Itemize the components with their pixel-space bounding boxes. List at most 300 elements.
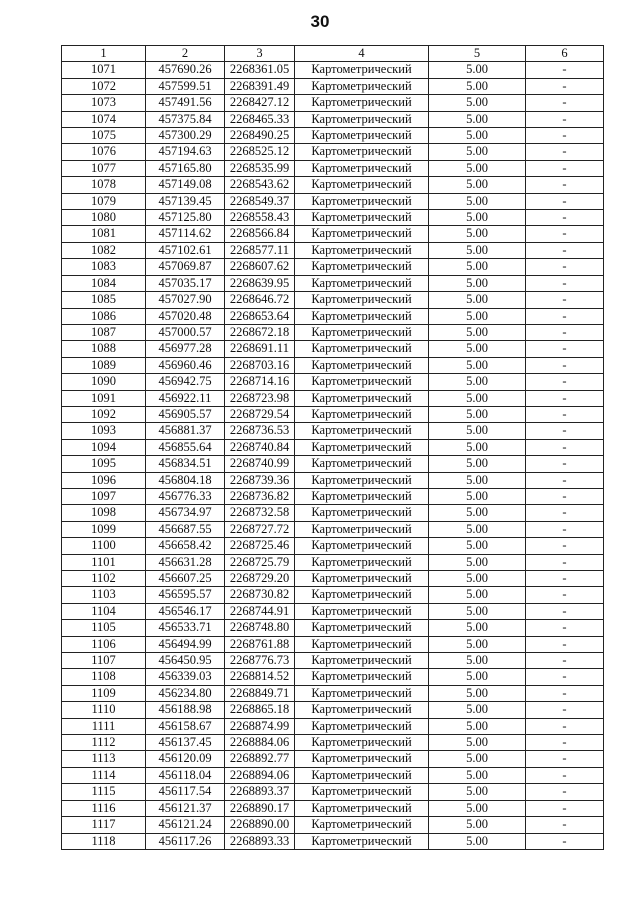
x-coordinate-cell: 456120.09 (146, 751, 225, 767)
point-number-cell: 1086 (62, 308, 146, 324)
y-coordinate-cell: 2268736.53 (225, 423, 295, 439)
y-coordinate-cell: 2268653.64 (225, 308, 295, 324)
accuracy-cell: 5.00 (429, 111, 526, 127)
method-cell: Картометрический (295, 472, 429, 488)
x-coordinate-cell: 456137.45 (146, 735, 225, 751)
method-cell: Картометрический (295, 833, 429, 849)
accuracy-cell: 5.00 (429, 308, 526, 324)
accuracy-cell: 5.00 (429, 62, 526, 78)
method-cell: Картометрический (295, 817, 429, 833)
x-coordinate-cell: 456687.55 (146, 521, 225, 537)
x-coordinate-cell: 456121.24 (146, 817, 225, 833)
method-cell: Картометрический (295, 488, 429, 504)
point-number-cell: 1099 (62, 521, 146, 537)
column-header-4: 4 (295, 46, 429, 62)
y-coordinate-cell: 2268725.79 (225, 554, 295, 570)
accuracy-cell: 5.00 (429, 144, 526, 160)
point-number-cell: 1085 (62, 292, 146, 308)
x-coordinate-cell: 457125.80 (146, 210, 225, 226)
x-coordinate-cell: 456776.33 (146, 488, 225, 504)
point-number-cell: 1112 (62, 735, 146, 751)
method-cell: Картометрический (295, 800, 429, 816)
table-row (62, 505, 604, 521)
point-number-cell: 1095 (62, 456, 146, 472)
accuracy-cell: 5.00 (429, 538, 526, 554)
point-number-cell: 1091 (62, 390, 146, 406)
description-cell: - (526, 653, 604, 669)
coordinates-table (61, 45, 604, 850)
table-row (62, 423, 604, 439)
y-coordinate-cell: 2268776.73 (225, 653, 295, 669)
description-cell: - (526, 571, 604, 587)
x-coordinate-cell: 457027.90 (146, 292, 225, 308)
y-coordinate-cell: 2268739.36 (225, 472, 295, 488)
x-coordinate-cell: 456960.46 (146, 357, 225, 373)
accuracy-cell: 5.00 (429, 95, 526, 111)
description-cell: - (526, 833, 604, 849)
description-cell: - (526, 767, 604, 783)
x-coordinate-cell: 457069.87 (146, 259, 225, 275)
accuracy-cell: 5.00 (429, 571, 526, 587)
y-coordinate-cell: 2268525.12 (225, 144, 295, 160)
accuracy-cell: 5.00 (429, 685, 526, 701)
point-number-cell: 1106 (62, 636, 146, 652)
x-coordinate-cell: 456121.37 (146, 800, 225, 816)
description-cell: - (526, 226, 604, 242)
x-coordinate-cell: 456942.75 (146, 374, 225, 390)
accuracy-cell: 5.00 (429, 259, 526, 275)
method-cell: Картометрический (295, 308, 429, 324)
point-number-cell: 1082 (62, 242, 146, 258)
description-cell: - (526, 554, 604, 570)
table-row (62, 735, 604, 751)
accuracy-cell: 5.00 (429, 505, 526, 521)
x-coordinate-cell: 456158.67 (146, 718, 225, 734)
accuracy-cell: 5.00 (429, 767, 526, 783)
table-row (62, 718, 604, 734)
accuracy-cell: 5.00 (429, 439, 526, 455)
table-row (62, 472, 604, 488)
description-cell: - (526, 718, 604, 734)
method-cell: Картометрический (295, 95, 429, 111)
accuracy-cell: 5.00 (429, 800, 526, 816)
table-row (62, 308, 604, 324)
method-cell: Картометрический (295, 751, 429, 767)
description-cell: - (526, 406, 604, 422)
method-cell: Картометрический (295, 374, 429, 390)
point-number-cell: 1110 (62, 702, 146, 718)
description-cell: - (526, 324, 604, 340)
point-number-cell: 1109 (62, 685, 146, 701)
accuracy-cell: 5.00 (429, 390, 526, 406)
method-cell: Картометрический (295, 406, 429, 422)
description-cell: - (526, 78, 604, 94)
method-cell: Картометрический (295, 571, 429, 587)
accuracy-cell: 5.00 (429, 636, 526, 652)
table-row (62, 521, 604, 537)
table-row (62, 538, 604, 554)
x-coordinate-cell: 457165.80 (146, 160, 225, 176)
table-row (62, 210, 604, 226)
y-coordinate-cell: 2268391.49 (225, 78, 295, 94)
description-cell: - (526, 374, 604, 390)
accuracy-cell: 5.00 (429, 177, 526, 193)
x-coordinate-cell: 457020.48 (146, 308, 225, 324)
accuracy-cell: 5.00 (429, 292, 526, 308)
x-coordinate-cell: 456117.26 (146, 833, 225, 849)
description-cell: - (526, 817, 604, 833)
description-cell: - (526, 472, 604, 488)
method-cell: Картометрический (295, 111, 429, 127)
point-number-cell: 1113 (62, 751, 146, 767)
column-header-2: 2 (146, 46, 225, 62)
x-coordinate-cell: 457491.56 (146, 95, 225, 111)
y-coordinate-cell: 2268814.52 (225, 669, 295, 685)
method-cell: Картометрический (295, 259, 429, 275)
description-cell: - (526, 603, 604, 619)
accuracy-cell: 5.00 (429, 702, 526, 718)
method-cell: Картометрический (295, 587, 429, 603)
method-cell: Картометрический (295, 193, 429, 209)
table-row (62, 456, 604, 472)
y-coordinate-cell: 2268490.25 (225, 128, 295, 144)
table-row (62, 292, 604, 308)
table-row (62, 800, 604, 816)
y-coordinate-cell: 2268730.82 (225, 587, 295, 603)
point-number-cell: 1071 (62, 62, 146, 78)
x-coordinate-cell: 456117.54 (146, 784, 225, 800)
accuracy-cell: 5.00 (429, 735, 526, 751)
point-number-cell: 1084 (62, 275, 146, 291)
accuracy-cell: 5.00 (429, 456, 526, 472)
point-number-cell: 1090 (62, 374, 146, 390)
method-cell: Картометрический (295, 357, 429, 373)
description-cell: - (526, 242, 604, 258)
method-cell: Картометрический (295, 735, 429, 751)
y-coordinate-cell: 2268543.62 (225, 177, 295, 193)
point-number-cell: 1108 (62, 669, 146, 685)
point-number-cell: 1078 (62, 177, 146, 193)
description-cell: - (526, 177, 604, 193)
description-cell: - (526, 111, 604, 127)
description-cell: - (526, 488, 604, 504)
accuracy-cell: 5.00 (429, 620, 526, 636)
description-cell: - (526, 259, 604, 275)
point-number-cell: 1096 (62, 472, 146, 488)
table-row (62, 177, 604, 193)
accuracy-cell: 5.00 (429, 669, 526, 685)
method-cell: Картометрический (295, 423, 429, 439)
point-number-cell: 1107 (62, 653, 146, 669)
method-cell: Картометрический (295, 292, 429, 308)
method-cell: Картометрический (295, 653, 429, 669)
y-coordinate-cell: 2268535.99 (225, 160, 295, 176)
table-row (62, 406, 604, 422)
accuracy-cell: 5.00 (429, 242, 526, 258)
column-header-6: 6 (526, 46, 604, 62)
x-coordinate-cell: 456339.03 (146, 669, 225, 685)
x-coordinate-cell: 456595.57 (146, 587, 225, 603)
y-coordinate-cell: 2268703.16 (225, 357, 295, 373)
method-cell: Картометрический (295, 242, 429, 258)
table-row (62, 587, 604, 603)
method-cell: Картометрический (295, 538, 429, 554)
table-row (62, 78, 604, 94)
table-row (62, 357, 604, 373)
accuracy-cell: 5.00 (429, 521, 526, 537)
point-number-cell: 1115 (62, 784, 146, 800)
point-number-cell: 1117 (62, 817, 146, 833)
x-coordinate-cell: 457375.84 (146, 111, 225, 127)
accuracy-cell: 5.00 (429, 833, 526, 849)
point-number-cell: 1097 (62, 488, 146, 504)
table-row (62, 603, 604, 619)
table-row (62, 817, 604, 833)
table-row (62, 128, 604, 144)
table-row (62, 144, 604, 160)
table-row (62, 226, 604, 242)
x-coordinate-cell: 456631.28 (146, 554, 225, 570)
accuracy-cell: 5.00 (429, 784, 526, 800)
description-cell: - (526, 538, 604, 554)
point-number-cell: 1116 (62, 800, 146, 816)
table-row (62, 685, 604, 701)
y-coordinate-cell: 2268893.37 (225, 784, 295, 800)
accuracy-cell: 5.00 (429, 406, 526, 422)
point-number-cell: 1101 (62, 554, 146, 570)
point-number-cell: 1088 (62, 341, 146, 357)
table-row (62, 767, 604, 783)
point-number-cell: 1089 (62, 357, 146, 373)
table-row (62, 95, 604, 111)
y-coordinate-cell: 2268607.62 (225, 259, 295, 275)
accuracy-cell: 5.00 (429, 275, 526, 291)
description-cell: - (526, 95, 604, 111)
table-row (62, 160, 604, 176)
description-cell: - (526, 800, 604, 816)
method-cell: Картометрический (295, 78, 429, 94)
table-row (62, 341, 604, 357)
x-coordinate-cell: 457102.61 (146, 242, 225, 258)
column-header-3: 3 (225, 46, 295, 62)
method-cell: Картометрический (295, 160, 429, 176)
x-coordinate-cell: 457114.62 (146, 226, 225, 242)
description-cell: - (526, 62, 604, 78)
description-cell: - (526, 505, 604, 521)
table-row (62, 439, 604, 455)
y-coordinate-cell: 2268894.06 (225, 767, 295, 783)
point-number-cell: 1102 (62, 571, 146, 587)
y-coordinate-cell: 2268893.33 (225, 833, 295, 849)
table-row (62, 242, 604, 258)
y-coordinate-cell: 2268714.16 (225, 374, 295, 390)
x-coordinate-cell: 456905.57 (146, 406, 225, 422)
y-coordinate-cell: 2268577.11 (225, 242, 295, 258)
description-cell: - (526, 308, 604, 324)
x-coordinate-cell: 456188.98 (146, 702, 225, 718)
description-cell: - (526, 685, 604, 701)
table-header-row (62, 46, 604, 62)
method-cell: Картометрический (295, 505, 429, 521)
x-coordinate-cell: 456494.99 (146, 636, 225, 652)
description-cell: - (526, 521, 604, 537)
description-cell: - (526, 210, 604, 226)
point-number-cell: 1079 (62, 193, 146, 209)
accuracy-cell: 5.00 (429, 160, 526, 176)
x-coordinate-cell: 457149.08 (146, 177, 225, 193)
x-coordinate-cell: 456450.95 (146, 653, 225, 669)
table-row (62, 111, 604, 127)
point-number-cell: 1094 (62, 439, 146, 455)
description-cell: - (526, 439, 604, 455)
accuracy-cell: 5.00 (429, 324, 526, 340)
method-cell: Картометрический (295, 324, 429, 340)
x-coordinate-cell: 456734.97 (146, 505, 225, 521)
method-cell: Картометрический (295, 685, 429, 701)
point-number-cell: 1092 (62, 406, 146, 422)
y-coordinate-cell: 2268884.06 (225, 735, 295, 751)
table-row (62, 275, 604, 291)
table-row (62, 702, 604, 718)
description-cell: - (526, 735, 604, 751)
table-row (62, 193, 604, 209)
x-coordinate-cell: 457690.26 (146, 62, 225, 78)
point-number-cell: 1080 (62, 210, 146, 226)
x-coordinate-cell: 457599.51 (146, 78, 225, 94)
table-row (62, 374, 604, 390)
description-cell: - (526, 144, 604, 160)
method-cell: Картометрический (295, 784, 429, 800)
x-coordinate-cell: 457300.29 (146, 128, 225, 144)
accuracy-cell: 5.00 (429, 653, 526, 669)
accuracy-cell: 5.00 (429, 603, 526, 619)
method-cell: Картометрический (295, 702, 429, 718)
method-cell: Картометрический (295, 177, 429, 193)
y-coordinate-cell: 2268639.95 (225, 275, 295, 291)
x-coordinate-cell: 457000.57 (146, 324, 225, 340)
x-coordinate-cell: 456834.51 (146, 456, 225, 472)
x-coordinate-cell: 456977.28 (146, 341, 225, 357)
description-cell: - (526, 587, 604, 603)
point-number-cell: 1103 (62, 587, 146, 603)
accuracy-cell: 5.00 (429, 587, 526, 603)
method-cell: Картометрический (295, 767, 429, 783)
y-coordinate-cell: 2268465.33 (225, 111, 295, 127)
table-row (62, 62, 604, 78)
description-cell: - (526, 128, 604, 144)
y-coordinate-cell: 2268736.82 (225, 488, 295, 504)
description-cell: - (526, 390, 604, 406)
method-cell: Картометрический (295, 439, 429, 455)
accuracy-cell: 5.00 (429, 472, 526, 488)
table-row (62, 653, 604, 669)
table-row (62, 784, 604, 800)
description-cell: - (526, 275, 604, 291)
x-coordinate-cell: 456118.04 (146, 767, 225, 783)
method-cell: Картометрический (295, 669, 429, 685)
description-cell: - (526, 193, 604, 209)
table-row (62, 390, 604, 406)
point-number-cell: 1093 (62, 423, 146, 439)
y-coordinate-cell: 2268727.72 (225, 521, 295, 537)
description-cell: - (526, 784, 604, 800)
point-number-cell: 1105 (62, 620, 146, 636)
table-row (62, 488, 604, 504)
accuracy-cell: 5.00 (429, 751, 526, 767)
point-number-cell: 1104 (62, 603, 146, 619)
x-coordinate-cell: 456533.71 (146, 620, 225, 636)
point-number-cell: 1073 (62, 95, 146, 111)
y-coordinate-cell: 2268874.99 (225, 718, 295, 734)
accuracy-cell: 5.00 (429, 374, 526, 390)
table-row (62, 554, 604, 570)
x-coordinate-cell: 456855.64 (146, 439, 225, 455)
y-coordinate-cell: 2268729.54 (225, 406, 295, 422)
y-coordinate-cell: 2268691.11 (225, 341, 295, 357)
accuracy-cell: 5.00 (429, 423, 526, 439)
x-coordinate-cell: 456658.42 (146, 538, 225, 554)
page-number: 30 (310, 12, 330, 31)
method-cell: Картометрический (295, 603, 429, 619)
accuracy-cell: 5.00 (429, 128, 526, 144)
x-coordinate-cell: 456922.11 (146, 390, 225, 406)
table-row (62, 751, 604, 767)
table-row (62, 669, 604, 685)
accuracy-cell: 5.00 (429, 226, 526, 242)
accuracy-cell: 5.00 (429, 718, 526, 734)
method-cell: Картометрический (295, 128, 429, 144)
point-number-cell: 1087 (62, 324, 146, 340)
y-coordinate-cell: 2268566.84 (225, 226, 295, 242)
y-coordinate-cell: 2268732.58 (225, 505, 295, 521)
table-row (62, 833, 604, 849)
description-cell: - (526, 702, 604, 718)
description-cell: - (526, 423, 604, 439)
y-coordinate-cell: 2268740.84 (225, 439, 295, 455)
x-coordinate-cell: 456234.80 (146, 685, 225, 701)
point-number-cell: 1075 (62, 128, 146, 144)
y-coordinate-cell: 2268744.91 (225, 603, 295, 619)
y-coordinate-cell: 2268849.71 (225, 685, 295, 701)
point-number-cell: 1076 (62, 144, 146, 160)
y-coordinate-cell: 2268748.80 (225, 620, 295, 636)
method-cell: Картометрический (295, 210, 429, 226)
table-row (62, 636, 604, 652)
table-row (62, 571, 604, 587)
column-header-5: 5 (429, 46, 526, 62)
y-coordinate-cell: 2268646.72 (225, 292, 295, 308)
description-cell: - (526, 456, 604, 472)
point-number-cell: 1074 (62, 111, 146, 127)
y-coordinate-cell: 2268725.46 (225, 538, 295, 554)
x-coordinate-cell: 457194.63 (146, 144, 225, 160)
description-cell: - (526, 669, 604, 685)
y-coordinate-cell: 2268761.88 (225, 636, 295, 652)
table-body (62, 62, 604, 850)
description-cell: - (526, 160, 604, 176)
x-coordinate-cell: 456881.37 (146, 423, 225, 439)
accuracy-cell: 5.00 (429, 488, 526, 504)
y-coordinate-cell: 2268558.43 (225, 210, 295, 226)
point-number-cell: 1083 (62, 259, 146, 275)
description-cell: - (526, 751, 604, 767)
point-number-cell: 1072 (62, 78, 146, 94)
y-coordinate-cell: 2268723.98 (225, 390, 295, 406)
y-coordinate-cell: 2268892.77 (225, 751, 295, 767)
column-header-1: 1 (62, 46, 146, 62)
point-number-cell: 1100 (62, 538, 146, 554)
x-coordinate-cell: 456607.25 (146, 571, 225, 587)
